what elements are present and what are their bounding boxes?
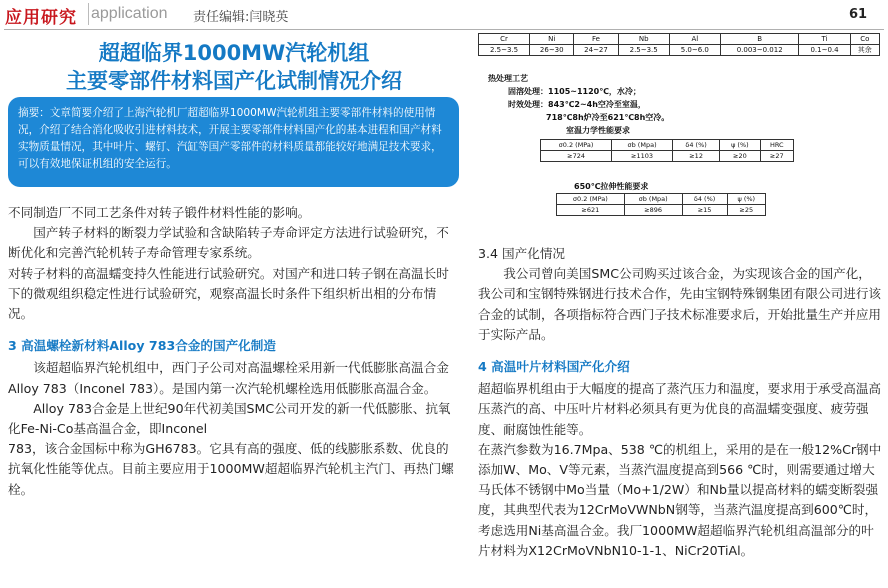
composition-value: 24~27 (574, 45, 618, 56)
right-paragraph: 超超临界机组由于大幅度的提高了蒸汽压力和温度，要求用于承受高温高压蒸汽的高、中压叶片材料必须具有更为优良的高温蠕变强度、疲劳强度、耐腐蚀性能等。 (478, 381, 881, 437)
subsection-heading-3-4: 3.4 国产化情况 (478, 246, 566, 261)
rt-header: σb (Mpa) (612, 140, 673, 151)
heat-solution-line: 固溶处理：1105~1120℃，水冷； (508, 87, 641, 96)
composition-value: 其余 (850, 45, 879, 56)
composition-header: Co (850, 34, 879, 45)
left-column (8, 203, 460, 500)
rt-value: ≥1103 (612, 151, 673, 162)
rt-header: δ4 (%) (673, 140, 720, 151)
ht-header: ψ (%) (727, 194, 765, 205)
composition-header: Ti (799, 34, 850, 45)
rt-value: ≥12 (673, 151, 720, 162)
rt-value: ≥724 (541, 151, 612, 162)
ht-header: σb (Mpa) (624, 194, 682, 205)
left-paragraph: 该超超临界汽轮机组中，西门子公司对高温螺栓采用新一代低膨胀高温合金Alloy 783（Inconel 783）。是国内第一次汽轮机螺栓选用低膨胀高温合金。 (8, 360, 449, 396)
left-paragraph: 国产转子材料的断裂力学试验和含缺陷转子寿命评定方法进行试验研究，不断优化和完善汽轮机转子寿命管理专家系统。 (8, 225, 449, 261)
composition-header: Al (669, 34, 720, 45)
rt-value: ≥27 (760, 151, 793, 162)
ht-value: ≥15 (682, 205, 727, 216)
composition-header: B (720, 34, 799, 45)
ht-value: ≥25 (727, 205, 765, 216)
abstract-box: 摘要：文章简要介绍了上海汽轮机厂超超临界1000MW汽轮机组主要零部件材料的使用情况，介绍了结合消化吸收引进材料技术，开展主要零部件材料国产化的基本进程和国产材料实物质量情况，其中叶片、螺钉、汽缸等国产零部件的材料质量都能较好地满足技术要求，可以有效地保证机组的安全运行。 (8, 97, 459, 187)
rt-header: ψ (%) (720, 140, 760, 151)
rt-header: σ0.2 (MPa) (541, 140, 612, 151)
right-paragraph: 在蒸汽参数为16.7Mpa、538 ℃的机组上，采用的是在一般12%Cr钢中添加W、Mo、V等元素，当蒸汽温度提高到566 ℃时，则需要通过增大马氏体不锈钢中Mo当量（Mo+1/2W）和Nb量以提高材料的蠕变断裂强度，其典型代表为12CrMoVWNbN钢等，当蒸汽温度提高到600℃时，考虑选用Ni基高温合金。我厂1000MW超超临界汽轮机组高温部分的叶片材料为X12CrMoVNbN10-1-1、NiCr20TiAl。 (478, 441, 882, 558)
heat-treatment-title: 热处理工艺 (488, 74, 528, 83)
composition-value: 26~30 (530, 45, 574, 56)
ht-value: ≥621 (557, 205, 625, 216)
ht-header: δ4 (%) (682, 194, 727, 205)
rt-props-title: 室温力学性能要求 (566, 126, 630, 135)
composition-header: Fe (574, 34, 618, 45)
section-label-en: application (91, 5, 168, 22)
editor-credit: 责任编辑:闫晓英 (193, 10, 289, 25)
left-paragraph: Alloy 783合金是上世纪90年代初美国SMC公司开发的新一代低膨胀、抗氧化Fe-Ni-Co基高温合金，即Inconel (8, 400, 451, 437)
ht-props-title: 650℃拉伸性能要求 (574, 182, 649, 191)
right-paragraph: 我公司曾向美国SMC公司购买过该合金，为实现该合金的国产化，我公司和宝钢特殊钢进行技术合作，先由宝钢特殊钢集团有限公司进行该合金的试制，各项指标符合西门子技术标准要求后，开始批量生产并应用于实际产品。 (478, 266, 881, 342)
composition-value: 2.5~3.5 (479, 45, 530, 56)
left-paragraph: 783，该合金国标中称为GH6783。它具有高的强度、低的线膨胀系数、优良的抗氧化性能等优点。目前主要应用于1000MW超超临界汽轮机主汽门、再热门螺栓。 (8, 441, 454, 497)
composition-header: Cr (479, 34, 530, 45)
heat-aging-line: 时效处理：843℃2~4h空冷至室温， (508, 100, 646, 109)
header-divider (88, 3, 89, 25)
composition-header: Ni (530, 34, 574, 45)
composition-value: 2.5~3.5 (618, 45, 669, 56)
ht-value: ≥896 (624, 205, 682, 216)
rt-props-table (540, 139, 794, 162)
header-rule (4, 29, 884, 30)
rt-value: ≥20 (720, 151, 760, 162)
material-spec-block (478, 33, 880, 214)
section-label: 应用研究 (5, 8, 77, 28)
ht-header: σ0.2 (MPa) (557, 194, 625, 205)
section-heading-4: 4 高温叶片材料国产化介绍 (478, 359, 630, 375)
composition-value: 0.003~0.012 (720, 45, 799, 56)
rt-header: HRC (760, 140, 793, 151)
composition-table (478, 33, 880, 56)
composition-value: 0.1~0.4 (799, 45, 850, 56)
page-number: 61 (849, 7, 868, 22)
left-paragraph: 不同制造厂不同工艺条件对转子锻件材料性能的影响。 (8, 205, 311, 220)
article-title-line1: 超超临界1000MW汽轮机组 (98, 41, 370, 65)
composition-header: Nb (618, 34, 669, 45)
left-paragraph: 对转子材料的高温蠕变持久性能进行试验研究。对国产和进口转子钢在高温长时下的微观组织稳定性进行试验研究，观察高温长时条件下组织析出相的分布情况。 (8, 265, 449, 322)
ht-props-table (556, 193, 766, 216)
right-column (478, 244, 882, 561)
page-header (0, 0, 888, 30)
heat-aging-line2: 718℃8h炉冷至621℃8h空冷。 (546, 113, 670, 122)
section-heading-3: 3 高温螺栓新材料Alloy 783合金的国产化制造 (8, 338, 276, 354)
composition-value: 5.0~6.0 (669, 45, 720, 56)
article-title-line2: 主要零部件材料国产化试制情况介绍 (66, 69, 402, 93)
